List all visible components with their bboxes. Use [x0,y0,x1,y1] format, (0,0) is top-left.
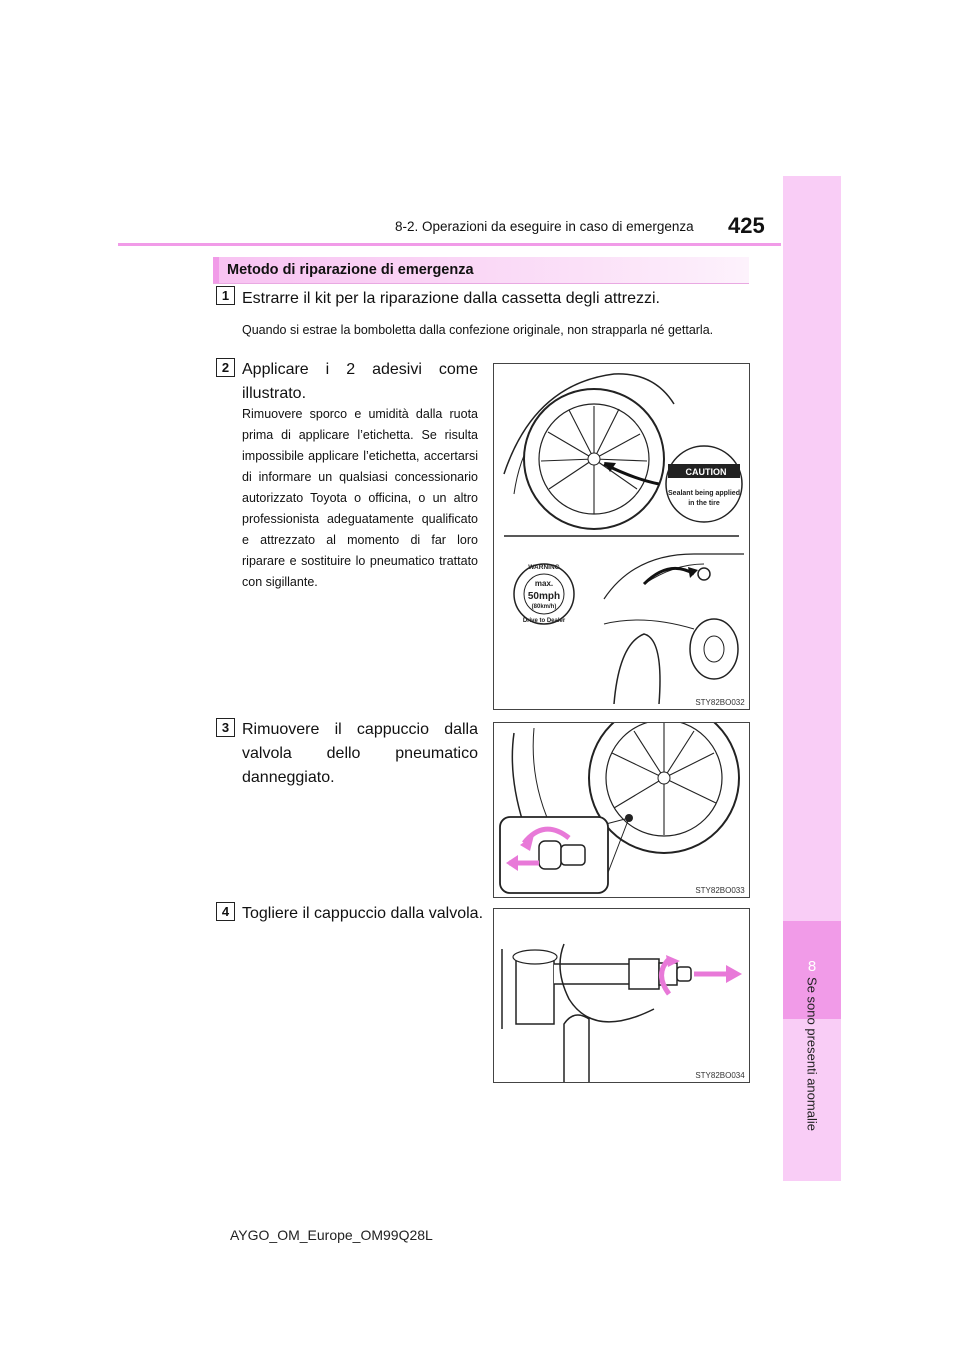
figure-stickers [493,363,750,710]
warning-max: max. [534,579,554,588]
step-3-line-1: Rimuovere il cappuccio dalla [242,721,478,738]
step-3-line-2: valvola dello pneumatico [242,745,478,762]
page-number: 425 [728,213,765,238]
step-4-text: Togliere il cappuccio dalla valvola. [242,905,484,922]
step-1-text: Estrarre il kit per la riparazione dalla cassetta degli attrezzi. [242,290,660,307]
warning-kmh: (80km/h) [531,604,557,610]
step-3-text [242,718,478,790]
figure-code-033: STY82BO033 [695,886,745,895]
figure-code-034: STY82BO034 [695,1071,745,1080]
header-rule [118,243,781,246]
section-heading-accent [213,257,219,283]
step-3-marker: 3 [216,718,235,737]
figure-valve-cap [493,722,750,898]
step-2-text [242,358,478,406]
running-header: 8-2. Operazioni da eseguire in caso di emergenza [395,219,694,234]
step-2-line-1-text: Applicare i 2 adesivi come [242,361,478,378]
figure-remove-cap [493,908,750,1083]
remove-cap-illustration [494,909,749,1082]
step-1-note: Quando si estrae la bomboletta dalla confezione originale, non strapparla né gettarla. [242,323,714,337]
step-2-line-1 [242,358,478,382]
caution-label: CAUTION [685,467,727,477]
step-2-line-2: illustrato. [242,385,307,402]
warning-bottom: Drive to Dealer [522,618,566,624]
step-3-line-3: danneggiato. [242,769,335,786]
stickers-illustration [494,364,749,709]
chapter-title: Se sono presenti anomalie [804,977,820,1131]
chapter-number: 8 [807,958,817,975]
document-footer: AYGO_OM_Europe_OM99Q28L [230,1227,433,1243]
valve-cap-illustration [494,723,749,897]
caution-text-2: in the tire [688,500,720,507]
step-2-marker: 2 [216,358,235,377]
step-1-marker: 1 [216,286,235,305]
step-4-marker: 4 [216,902,235,921]
section-title: Metodo di riparazione di emergenza [227,262,474,278]
figure-code-032: STY82BO032 [695,698,745,707]
warning-speed: 50mph [527,591,561,602]
warning-label: WARNING [528,564,560,571]
section-heading-rule [213,283,749,284]
caution-text-1: Sealant being applied [668,490,740,497]
step-2-note: Rimuovere sporco e umidità dalla ruota prima di applicare l’etichetta. Se risulta impossibile applicare l’etichetta, accertarsi di informare un qualsiasi concessionario autorizzato Toyota o officina, o un altro professionista adeguatamente qualificato e attrezzato al momento di far loro riparare e sostituire lo pneumatico trattato con sigillante. [242,407,478,589]
